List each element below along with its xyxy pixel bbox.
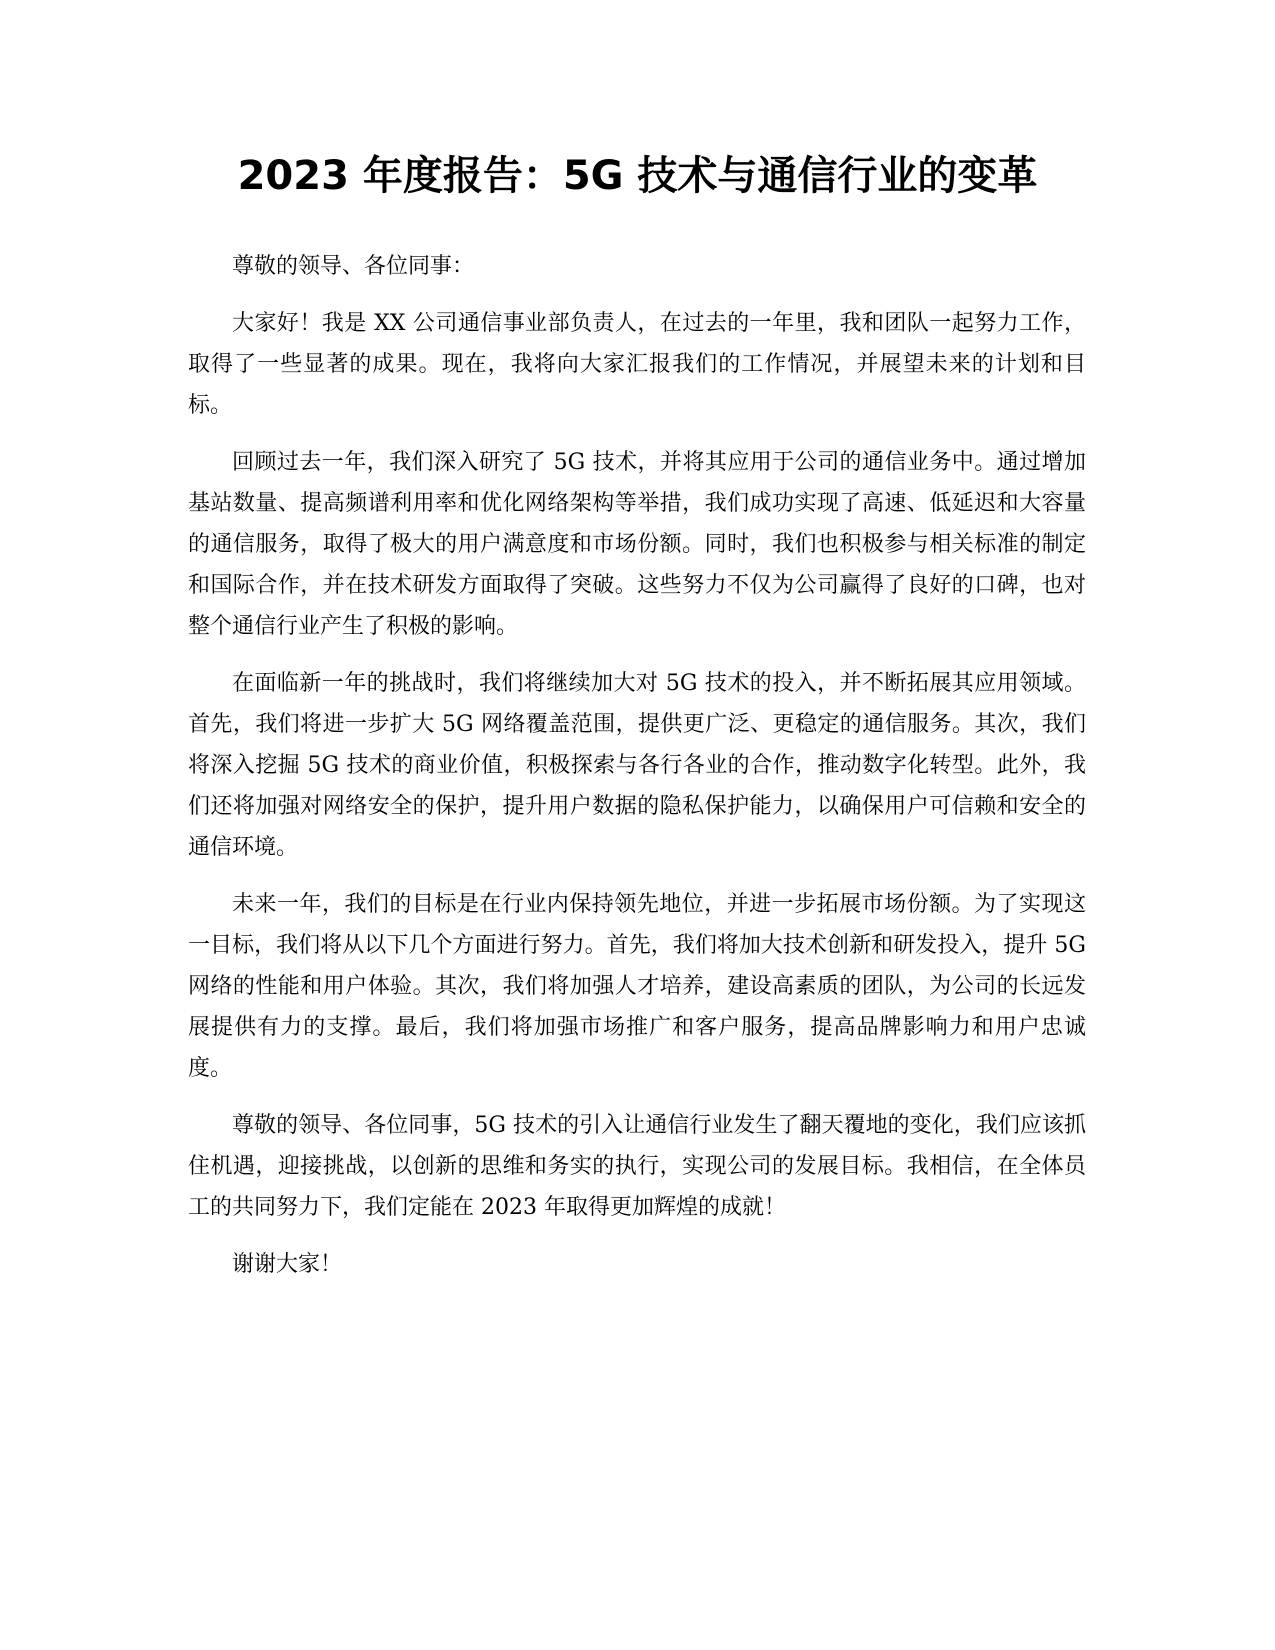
paragraph-salutation: 尊敬的领导、各位同事： [232, 254, 475, 279]
paragraph-challenges: 在面临新一年的挑战时，我们将继续加大对 5G 技术的投入，并不断拓展其应用领域。首先，我们将进一步扩大 5G 网络覆盖范围，提供更广泛、更稳定的通信服务。其次，我们将深入挖掘 5G 技术的商业价值，积极探索与各行各业的合作，推动数字化转型。此外，我们还将加强对网络安全的保护，提升用户数据的隐私保护能力，以确保用户可信赖和安全的通信环境。 [188, 671, 1086, 860]
document-title: 2023 年度报告：5G 技术与通信行业的变革 [237, 153, 1038, 199]
paragraph-review: 回顾过去一年，我们深入研究了 5G 技术，并将其应用于公司的通信业务中。通过增加基站数量、提高频谱利用率和优化网络架构等举措，我们成功实现了高速、低延迟和大容量的通信服务，取得了极大的用户满意度和市场份额。同时，我们也积极参与相关标准的制定和国际合作，并在技术研发方面取得了突破。这些努力不仅为公司赢得了良好的口碑，也对整个通信行业产生了积极的影响。 [188, 450, 1086, 639]
paragraph-thanks: 谢谢大家！ [232, 1252, 343, 1277]
paragraph-conclusion: 尊敬的领导、各位同事，5G 技术的引入让通信行业发生了翻天覆地的变化，我们应该抓住机遇，迎接挑战，以创新的思维和务实的执行，实现公司的发展目标。我相信，在全体员工的共同努力下，我们定能在 2023 年取得更加辉煌的成就！ [188, 1113, 1086, 1220]
paragraph-goals: 未来一年，我们的目标是在行业内保持领先地位，并进一步拓展市场份额。为了实现这一目标，我们将从以下几个方面进行努力。首先，我们将加大技术创新和研发投入，提升 5G 网络的性能和用户体验。其次，我们将加强人才培养，建设高素质的团队，为公司的长远发展提供有力的支撑。最后，我们将加强市场推广和客户服务，提高品牌影响力和用户忠诚度。 [188, 892, 1086, 1081]
document-body [188, 246, 1086, 1301]
paragraph-introduction: 大家好！我是 XX 公司通信事业部负责人，在过去的一年里，我和团队一起努力工作，取得了一些显著的成果。现在，我将向大家汇报我们的工作情况，并展望未来的计划和目标。 [188, 311, 1086, 418]
